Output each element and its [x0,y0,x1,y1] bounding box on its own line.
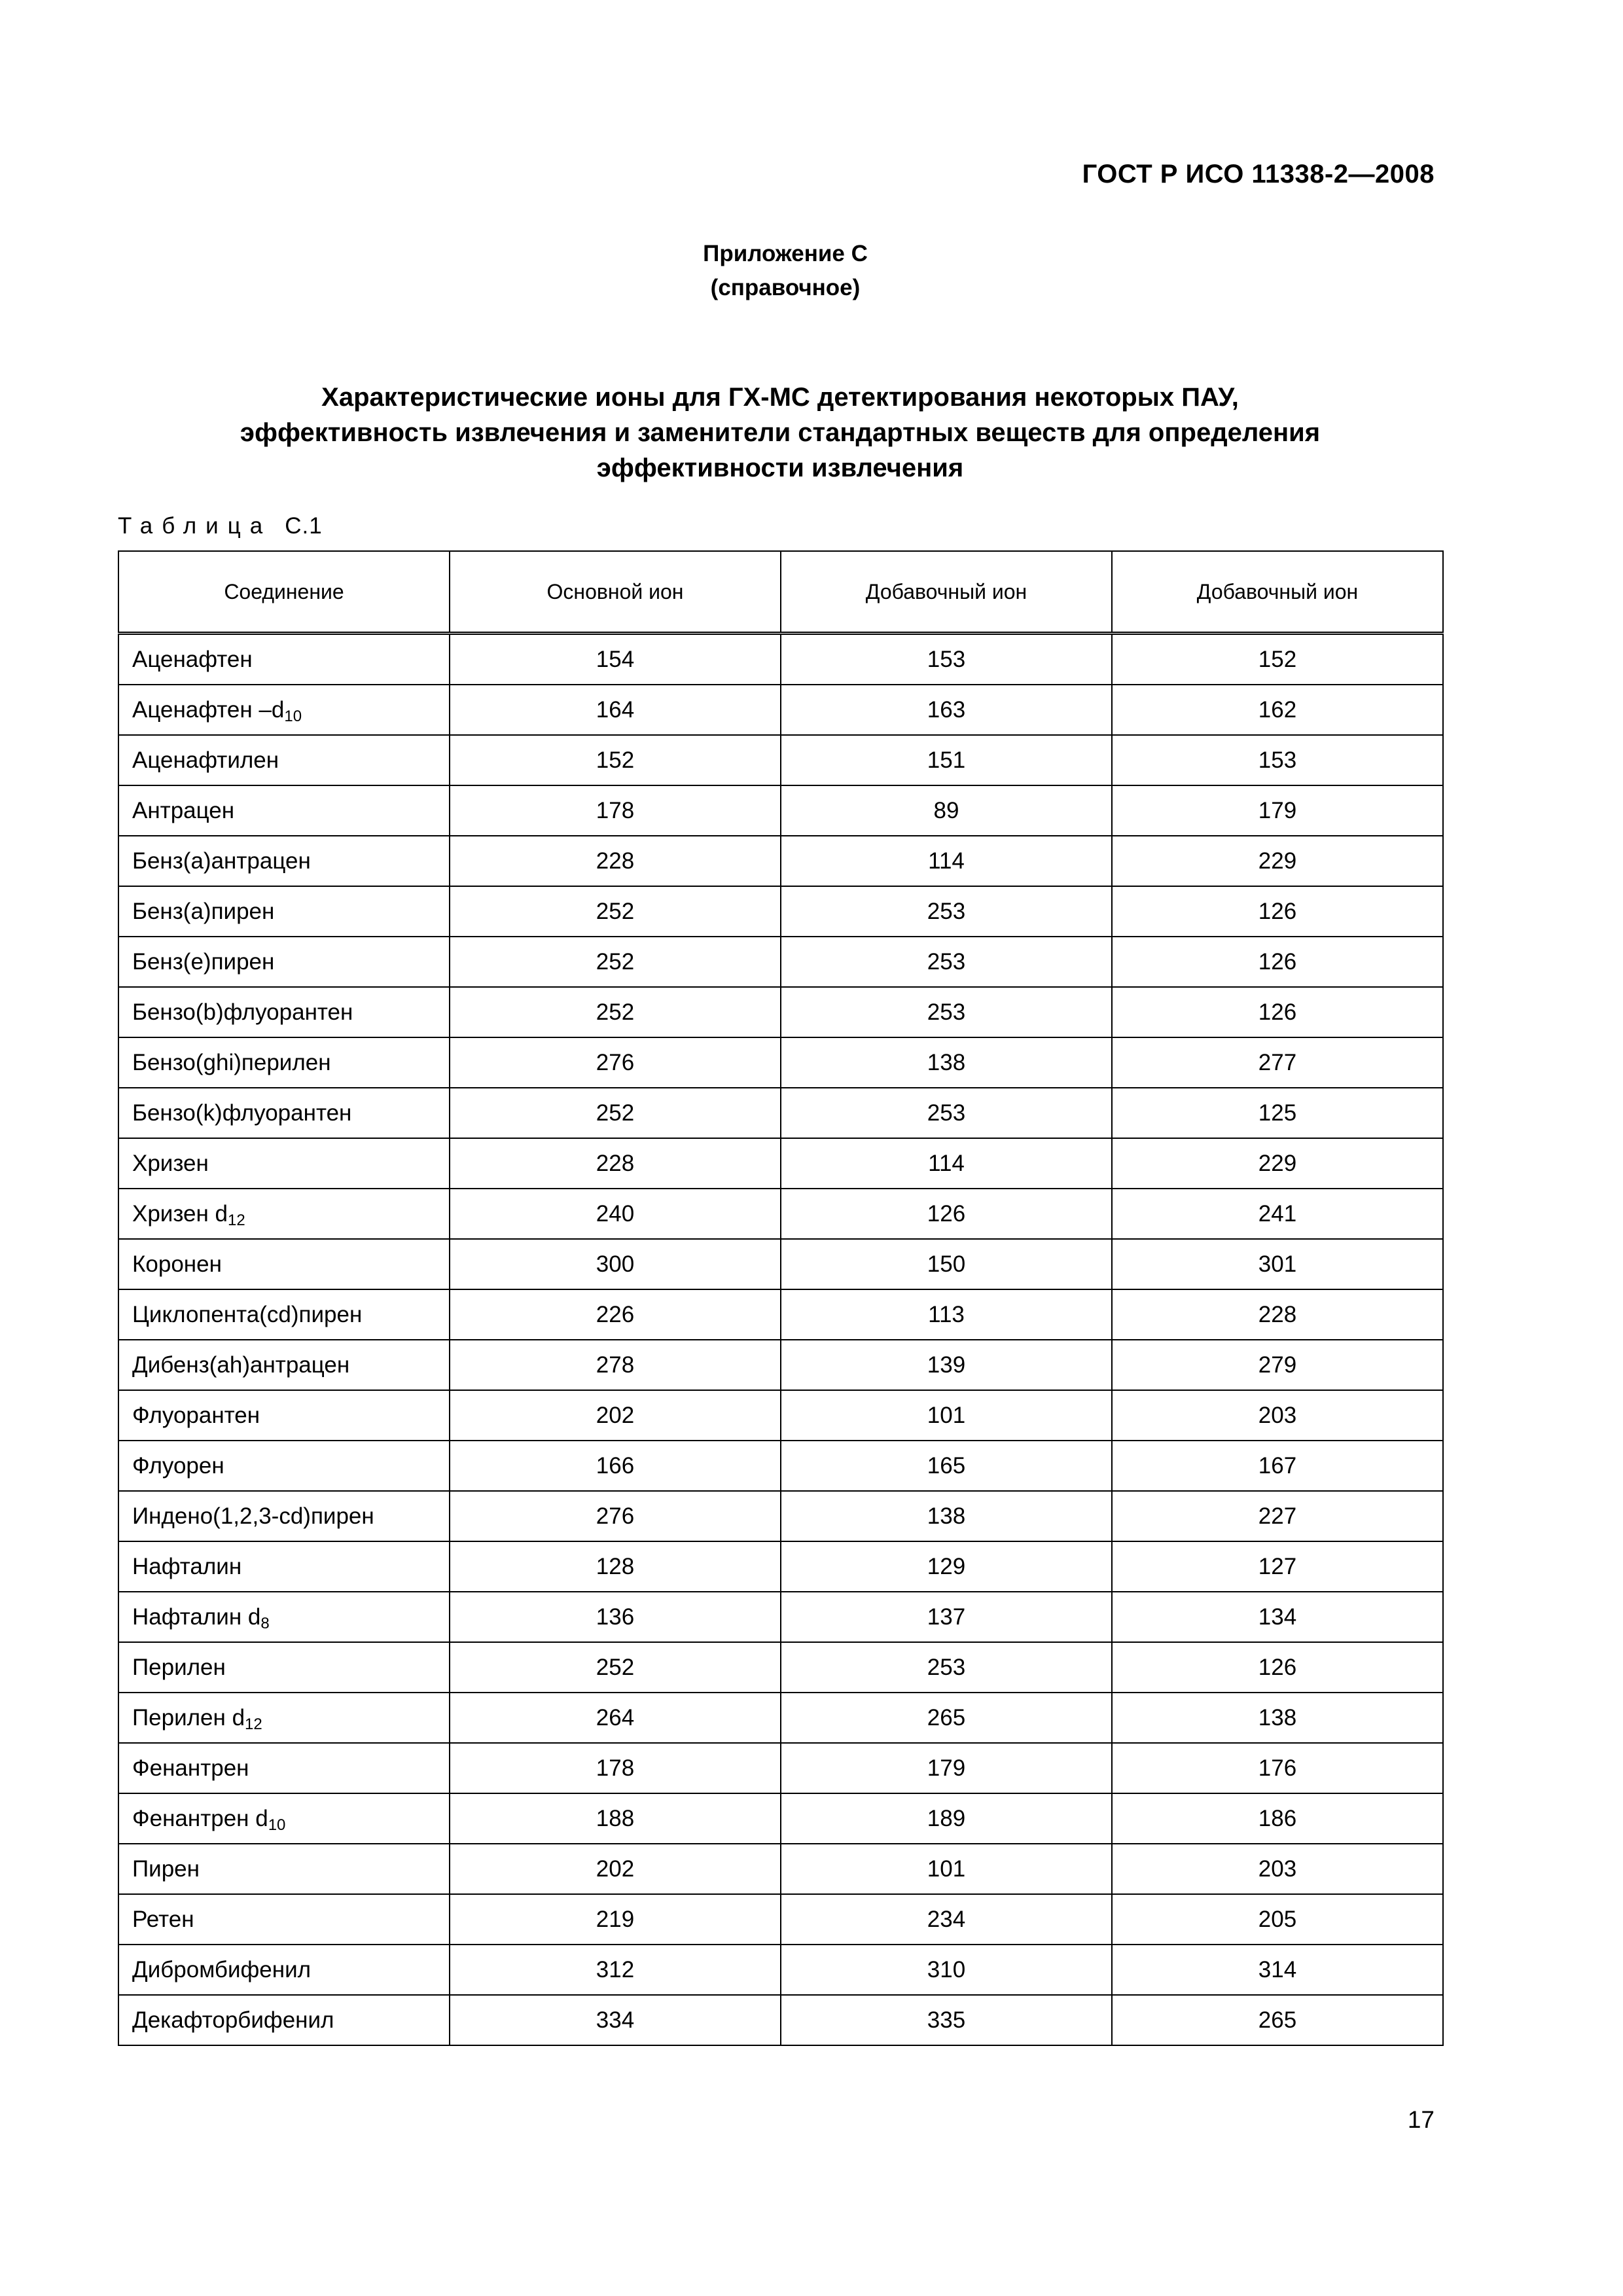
additional-ion-1-cell: 265 [781,1693,1112,1743]
table-row [118,1793,1443,1844]
main-ion-cell: 128 [450,1541,781,1592]
main-ion-cell: 166 [450,1441,781,1491]
compound-name: Флуорен [132,1452,224,1479]
compound-cell [118,1844,450,1894]
table-row [118,987,1443,1037]
main-ion-cell: 276 [450,1491,781,1541]
compound-cell [118,785,450,836]
additional-ion-2-cell: 152 [1112,634,1443,685]
table-body [118,634,1443,2046]
main-ion-cell: 219 [450,1894,781,1945]
compound-name: Хризен d [132,1200,228,1227]
compound-cell [118,1793,450,1844]
compound-name: Фенантрен d [132,1805,268,1831]
compound-cell [118,987,450,1037]
additional-ion-2-cell: 179 [1112,785,1443,836]
additional-ion-2-cell: 229 [1112,1138,1443,1189]
compound-name: Бензо(k)флуорантен [132,1100,352,1126]
annex-title: Приложение С [703,241,868,266]
compound-cell [118,886,450,937]
characteristic-ions-table [118,550,1444,2046]
additional-ion-1-cell: 101 [781,1844,1112,1894]
additional-ion-2-cell: 127 [1112,1541,1443,1592]
main-ion-cell: 334 [450,1995,781,2045]
additional-ion-1-cell: 253 [781,886,1112,937]
table-row [118,1995,1443,2045]
table-row [118,785,1443,836]
compound-name: Индено(1,2,3-cd)пирен [132,1503,374,1529]
compound-name: Хризен [132,1150,209,1176]
compound-cell [118,1088,450,1138]
additional-ion-2-cell: 126 [1112,937,1443,987]
main-ion-cell: 300 [450,1239,781,1289]
additional-ion-1-cell: 335 [781,1995,1112,2045]
additional-ion-1-cell: 253 [781,1642,1112,1693]
table-row [118,1088,1443,1138]
main-ion-cell: 276 [450,1037,781,1088]
compound-cell [118,1995,450,2045]
table-caption-number: С.1 [285,513,323,539]
additional-ion-1-cell: 114 [781,836,1112,886]
compound-cell [118,1037,450,1088]
additional-ion-2-cell: 176 [1112,1743,1443,1793]
additional-ion-2-cell: 314 [1112,1945,1443,1995]
main-ion-cell: 252 [450,987,781,1037]
main-ion-cell: 188 [450,1793,781,1844]
additional-ion-2-cell: 301 [1112,1239,1443,1289]
main-ion-cell: 264 [450,1693,781,1743]
main-ion-cell: 226 [450,1289,781,1340]
additional-ion-2-cell: 203 [1112,1844,1443,1894]
main-ion-cell: 240 [450,1189,781,1239]
additional-ion-1-cell: 139 [781,1340,1112,1390]
table-row [118,886,1443,937]
compound-cell [118,1693,450,1743]
compound-name: Флуорантен [132,1402,260,1428]
deuterium-subscript: 8 [260,1614,270,1632]
main-ion-cell: 152 [450,735,781,785]
additional-ion-2-cell: 229 [1112,836,1443,886]
column-header-additional-ion-1: Добавочный ион [781,551,1112,634]
compound-name: Аценафтен –d [132,696,285,723]
table-row [118,1743,1443,1793]
compound-name: Перилен d [132,1704,245,1731]
compound-cell [118,1340,450,1390]
compound-name: Дибромбифенил [132,1956,312,1982]
additional-ion-1-cell: 126 [781,1189,1112,1239]
compound-name: Нафталин [132,1553,242,1579]
additional-ion-1-cell: 165 [781,1441,1112,1491]
compound-cell [118,1239,450,1289]
compound-name: Бенз(а)пирен [132,898,275,924]
deuterium-subscript: 10 [284,707,302,725]
compound-name: Циклопента(cd)пирен [132,1301,363,1327]
deuterium-subscript: 12 [228,1211,245,1229]
table-row [118,1390,1443,1441]
document-title [0,380,1560,486]
main-ion-cell: 312 [450,1945,781,1995]
compound-name: Антрацен [132,797,235,823]
additional-ion-2-cell: 167 [1112,1441,1443,1491]
table-row [118,1138,1443,1189]
deuterium-subscript: 12 [245,1715,262,1733]
table-row [118,937,1443,987]
additional-ion-2-cell: 203 [1112,1390,1443,1441]
compound-cell [118,937,450,987]
additional-ion-1-cell: 150 [781,1239,1112,1289]
compound-name: Декафторбифенил [132,2007,334,2033]
table-row [118,1441,1443,1491]
table-row [118,1541,1443,1592]
additional-ion-2-cell: 228 [1112,1289,1443,1340]
compound-cell [118,836,450,886]
table-row [118,1037,1443,1088]
table-row [118,1894,1443,1945]
additional-ion-2-cell: 153 [1112,735,1443,785]
table-row [118,836,1443,886]
deuterium-subscript: 10 [268,1816,286,1834]
additional-ion-1-cell: 137 [781,1592,1112,1642]
additional-ion-1-cell: 101 [781,1390,1112,1441]
compound-name: Перилен [132,1654,226,1680]
compound-cell [118,1592,450,1642]
additional-ion-1-cell: 89 [781,785,1112,836]
additional-ion-2-cell: 134 [1112,1592,1443,1642]
additional-ion-1-cell: 253 [781,987,1112,1037]
page-number: 17 [1407,2106,1435,2133]
compound-cell [118,1541,450,1592]
table-row [118,1340,1443,1390]
additional-ion-1-cell: 253 [781,937,1112,987]
table-row [118,634,1443,685]
main-ion-cell: 202 [450,1844,781,1894]
column-header-main-ion: Основной ион [450,551,781,634]
additional-ion-2-cell: 277 [1112,1037,1443,1088]
additional-ion-1-cell: 129 [781,1541,1112,1592]
annex-heading [0,237,1571,305]
compound-cell [118,1189,450,1239]
compound-name: Нафталин d [132,1604,261,1630]
table-row [118,1693,1443,1743]
compound-name: Фенантрен [132,1755,249,1781]
additional-ion-1-cell: 138 [781,1037,1112,1088]
compound-name: Аценафтен [132,646,253,672]
compound-name: Бензо(b)флуорантен [132,999,353,1025]
main-ion-cell: 252 [450,937,781,987]
additional-ion-1-cell: 234 [781,1894,1112,1945]
additional-ion-1-cell: 153 [781,634,1112,685]
table-row [118,1189,1443,1239]
additional-ion-1-cell: 253 [781,1088,1112,1138]
compound-cell [118,1289,450,1340]
standard-designation: ГОСТ Р ИСО 11338-2—2008 [1082,160,1435,188]
table-row [118,1289,1443,1340]
additional-ion-1-cell: 179 [781,1743,1112,1793]
main-ion-cell: 252 [450,1642,781,1693]
additional-ion-2-cell: 265 [1112,1995,1443,2045]
additional-ion-2-cell: 205 [1112,1894,1443,1945]
additional-ion-2-cell: 126 [1112,1642,1443,1693]
additional-ion-1-cell: 114 [781,1138,1112,1189]
compound-cell [118,685,450,735]
main-ion-cell: 252 [450,1088,781,1138]
main-ion-cell: 136 [450,1592,781,1642]
additional-ion-2-cell: 227 [1112,1491,1443,1541]
additional-ion-2-cell: 126 [1112,987,1443,1037]
compound-cell [118,1441,450,1491]
table-row [118,735,1443,785]
main-ion-cell: 154 [450,634,781,685]
additional-ion-1-cell: 310 [781,1945,1112,1995]
table-row [118,1844,1443,1894]
column-header-additional-ion-2: Добавочный ион [1112,551,1443,634]
table-row [118,1642,1443,1693]
table-row [118,685,1443,735]
title-line-3: эффективности извлечения [596,454,964,482]
main-ion-cell: 178 [450,1743,781,1793]
table-row [118,1239,1443,1289]
table-caption-word: Таблица [118,513,272,539]
compound-name: Бензо(ghi)перилен [132,1049,331,1075]
compound-cell [118,1491,450,1541]
main-ion-cell: 228 [450,836,781,886]
additional-ion-1-cell: 189 [781,1793,1112,1844]
additional-ion-2-cell: 138 [1112,1693,1443,1743]
additional-ion-1-cell: 138 [781,1491,1112,1541]
table-row [118,1491,1443,1541]
column-header-compound: Соединение [118,551,450,634]
additional-ion-2-cell: 186 [1112,1793,1443,1844]
annex-note: (справочное) [710,275,861,300]
main-ion-cell: 252 [450,886,781,937]
compound-name: Ретен [132,1906,194,1932]
table-caption [118,513,323,539]
additional-ion-2-cell: 162 [1112,685,1443,735]
compound-name: Бенз(е)пирен [132,948,275,975]
additional-ion-2-cell: 279 [1112,1340,1443,1390]
additional-ion-1-cell: 151 [781,735,1112,785]
compound-cell [118,634,450,685]
title-line-1: Характеристические ионы для ГХ-МС детектирования некоторых ПАУ, [321,383,1239,412]
additional-ion-2-cell: 126 [1112,886,1443,937]
compound-name: Дибенз(ah)антрацен [132,1352,350,1378]
table-row [118,1945,1443,1995]
title-line-2: эффективность извлечения и заменители стандартных веществ для определения [240,418,1321,447]
additional-ion-1-cell: 163 [781,685,1112,735]
additional-ion-2-cell: 241 [1112,1189,1443,1239]
compound-name: Аценафтилен [132,747,279,773]
compound-cell [118,1642,450,1693]
compound-cell [118,1945,450,1995]
compound-cell [118,1894,450,1945]
main-ion-cell: 164 [450,685,781,735]
main-ion-cell: 178 [450,785,781,836]
main-ion-cell: 278 [450,1340,781,1390]
compound-cell [118,735,450,785]
table-row [118,1592,1443,1642]
additional-ion-1-cell: 113 [781,1289,1112,1340]
compound-name: Пирен [132,1856,200,1882]
compound-cell [118,1743,450,1793]
additional-ion-2-cell: 125 [1112,1088,1443,1138]
compound-cell [118,1138,450,1189]
main-ion-cell: 228 [450,1138,781,1189]
compound-cell [118,1390,450,1441]
compound-name: Коронен [132,1251,222,1277]
main-ion-cell: 202 [450,1390,781,1441]
compound-name: Бенз(а)антрацен [132,848,311,874]
table-header-row [118,551,1443,634]
